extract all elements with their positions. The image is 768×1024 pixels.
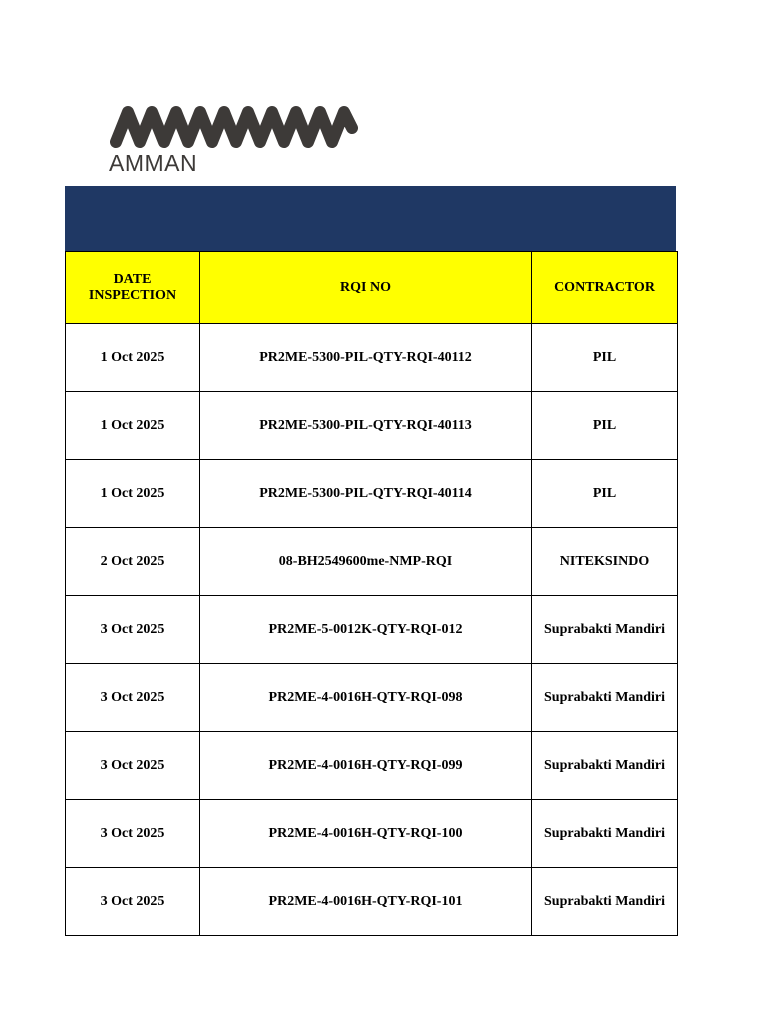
cell-date: 1 Oct 2025	[66, 324, 200, 392]
cell-contractor: PIL	[532, 392, 678, 460]
cell-rqi-no: 08-BH2549600me-NMP-RQI	[200, 528, 532, 596]
cell-contractor: Suprabakti Mandiri	[532, 800, 678, 868]
cell-rqi-no: PR2ME-5300-PIL-QTY-RQI-40113	[200, 392, 532, 460]
table-row	[66, 800, 678, 868]
table-row	[66, 460, 678, 528]
table-row	[66, 868, 678, 936]
cell-contractor: NITEKSINDO	[532, 528, 678, 596]
header-contractor: CONTRACTOR	[532, 252, 678, 324]
amman-wave-icon	[108, 98, 358, 150]
cell-rqi-no: PR2ME-4-0016H-QTY-RQI-098	[200, 664, 532, 732]
table-row	[66, 732, 678, 800]
amman-logo	[108, 98, 358, 180]
cell-date: 1 Oct 2025	[66, 392, 200, 460]
cell-date: 1 Oct 2025	[66, 460, 200, 528]
table-row	[66, 596, 678, 664]
cell-rqi-no: PR2ME-5300-PIL-QTY-RQI-40112	[200, 324, 532, 392]
cell-contractor: PIL	[532, 324, 678, 392]
cell-rqi-no: PR2ME-5300-PIL-QTY-RQI-40114	[200, 460, 532, 528]
cell-date: 3 Oct 2025	[66, 800, 200, 868]
rqi-table	[65, 251, 678, 936]
cell-contractor: Suprabakti Mandiri	[532, 732, 678, 800]
table-row	[66, 324, 678, 392]
cell-date: 3 Oct 2025	[66, 868, 200, 936]
cell-rqi-no: PR2ME-4-0016H-QTY-RQI-101	[200, 868, 532, 936]
cell-date: 3 Oct 2025	[66, 664, 200, 732]
table-row	[66, 664, 678, 732]
cell-date: 3 Oct 2025	[66, 732, 200, 800]
table-row	[66, 528, 678, 596]
cell-date: 3 Oct 2025	[66, 596, 200, 664]
cell-date: 2 Oct 2025	[66, 528, 200, 596]
cell-rqi-no: PR2ME-5-0012K-QTY-RQI-012	[200, 596, 532, 664]
logo-wordmark: AMMAN	[109, 150, 198, 176]
cell-contractor: Suprabakti Mandiri	[532, 868, 678, 936]
table-row	[66, 392, 678, 460]
cell-rqi-no: PR2ME-4-0016H-QTY-RQI-099	[200, 732, 532, 800]
title-banner	[65, 186, 676, 251]
cell-contractor: PIL	[532, 460, 678, 528]
cell-contractor: Suprabakti Mandiri	[532, 596, 678, 664]
table-header-row	[66, 252, 678, 324]
header-date-inspection: DATE INSPECTION	[66, 252, 200, 324]
cell-rqi-no: PR2ME-4-0016H-QTY-RQI-100	[200, 800, 532, 868]
cell-contractor: Suprabakti Mandiri	[532, 664, 678, 732]
header-rqi-no: RQI NO	[200, 252, 532, 324]
